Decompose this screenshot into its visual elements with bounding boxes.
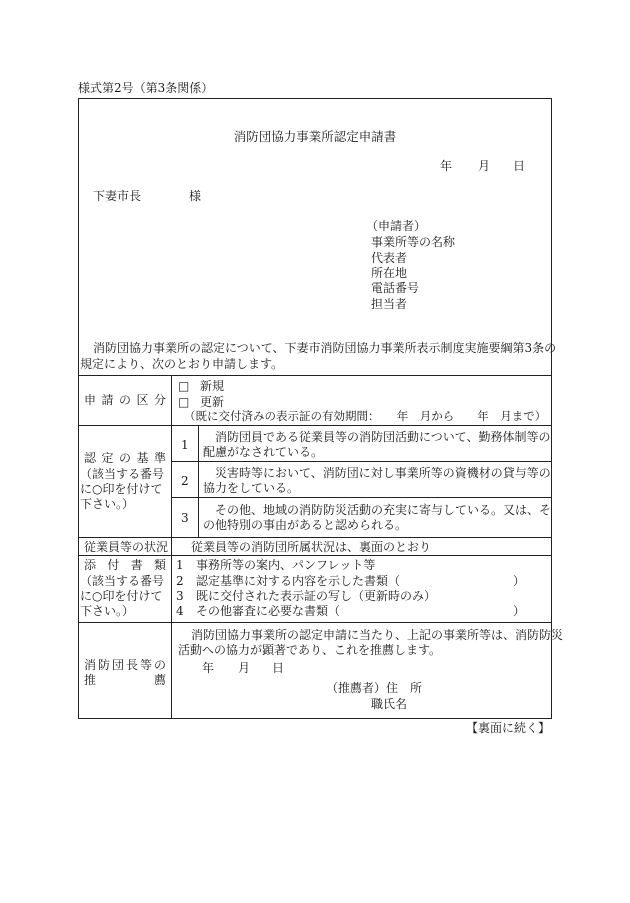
frame-right — [551, 98, 552, 719]
continued-on-back: 【裏面に続く】 — [466, 721, 551, 735]
recommendation-label-2-text: 推薦 — [84, 673, 225, 687]
frame-left — [78, 98, 79, 719]
applicant-field-contact: 担当者 — [371, 297, 408, 311]
criteria-label-3: に○印を付けて — [80, 482, 163, 496]
criteria-item-2-number[interactable]: 2 — [181, 474, 189, 488]
criteria-divider-1 — [171, 461, 552, 462]
criteria-divider-2 — [171, 497, 552, 498]
option-new-label: 新規 — [200, 379, 225, 393]
application-type-label: 申請の区分 — [84, 393, 166, 407]
applicant-field-address: 所在地 — [371, 266, 408, 280]
criteria-label: 認定の基準 — [84, 451, 166, 465]
criteria-number-divider — [198, 425, 199, 537]
frame-top — [78, 98, 552, 99]
attachment-3-text: 既に交付された表示証の写し（更新時のみ） — [196, 589, 437, 603]
recommendation-label: 消防団長等の — [84, 658, 166, 672]
row-divider-1 — [78, 375, 552, 376]
recommendation-label-2 — [84, 673, 225, 687]
applicant-field-name: 事業所等の名称 — [371, 235, 456, 249]
attachment-1-text: 事務所等の案内、パンフレット等 — [196, 558, 376, 572]
form-number: 様式第2号（第3条関係） — [78, 81, 214, 95]
employees-value: 従業員等の消防団所属状況は、裏面のとおり — [191, 540, 432, 554]
date-year: 年 — [440, 159, 453, 173]
row-divider-4 — [78, 555, 552, 556]
intro-line-1: 消防団協力事業所の認定について、下妻市消防団協力事業所表示制度実施要綱第3条の — [93, 341, 557, 355]
attachment-2-text: 認定基準に対する内容を示した書類（ — [196, 574, 401, 588]
page-title: 消防団協力事業所認定申請書 — [233, 129, 397, 144]
attachment-2-close: ） — [513, 574, 526, 588]
row-divider-5 — [78, 622, 552, 623]
validity-note: （既に交付済みの表示証の有効期間： 年 月から 年 月まで） — [184, 409, 547, 423]
row-divider-3 — [78, 537, 552, 538]
checkbox-renew[interactable]: □ — [178, 395, 190, 409]
checkbox-new[interactable]: □ — [178, 379, 190, 393]
row-divider-2 — [78, 425, 552, 426]
recommender-address: （推薦者）住 所 — [326, 681, 423, 695]
date-month: 月 — [478, 159, 491, 173]
criteria-item-3-line-1: その他、地域の消防防災活動の充実に寄与している。又は、そ — [215, 503, 552, 517]
criteria-label-4: 下さい。） — [80, 497, 135, 511]
applicant-field-phone: 電話番号 — [371, 281, 420, 295]
criteria-item-1-line-2: 配慮がなされている。 — [203, 445, 324, 459]
attachment-2-number[interactable]: 2 — [176, 574, 184, 588]
attachments-label-2: （該当する番号 — [80, 574, 165, 588]
attachment-3-number[interactable]: 3 — [176, 589, 184, 603]
date-day: 日 — [513, 159, 526, 173]
recommendation-line-2: 活動への協力が顕著であり、これを推薦します。 — [178, 643, 442, 657]
criteria-item-3-number[interactable]: 3 — [181, 511, 189, 525]
recommendation-year: 年 — [202, 661, 215, 675]
criteria-item-3-line-2: の他特別の事由があると認められる。 — [203, 518, 408, 532]
option-renew-label: 更新 — [200, 395, 225, 409]
criteria-item-2-line-1: 災害時等において、消防団に対し事業所等の資機材の貸与等の — [215, 466, 551, 480]
frame-bottom — [78, 718, 552, 719]
employees-label: 従業員等の状況 — [84, 540, 169, 554]
attachment-4-number[interactable]: 4 — [176, 604, 184, 618]
criteria-item-2-line-2: 協力をしている。 — [203, 481, 300, 495]
recommendation-day: 日 — [272, 661, 285, 675]
criteria-item-1-line-1: 消防団員である従業員等の消防団活動について、勤務体制等の — [215, 430, 551, 444]
intro-line-2: 規定により、次のとおり申請します。 — [80, 357, 284, 371]
recommender-title-name: 職氏名 — [371, 697, 408, 711]
label-column-divider — [171, 375, 172, 718]
addressee-honorific: 様 — [189, 189, 202, 203]
addressee-name: 下妻市長 — [93, 189, 142, 203]
applicant-heading: （申請者） — [366, 219, 427, 233]
attachment-4-text: その他審査に必要な書類（ — [196, 604, 341, 618]
recommendation-month: 月 — [238, 661, 251, 675]
attachment-4-close: ） — [513, 604, 526, 618]
attachments-label: 添付書類 — [84, 558, 166, 572]
attachments-label-3: に○印を付けて — [80, 589, 163, 603]
attachments-label-4: 下さい。） — [80, 604, 135, 618]
recommendation-line-1: 消防団協力事業所の認定申請に当たり、上記の事業所等は、消防防災 — [191, 628, 564, 642]
attachment-1-number[interactable]: 1 — [176, 558, 184, 572]
criteria-item-1-number[interactable]: 1 — [181, 438, 189, 452]
criteria-label-2: （該当する番号 — [80, 467, 165, 481]
applicant-field-representative: 代表者 — [371, 251, 408, 265]
